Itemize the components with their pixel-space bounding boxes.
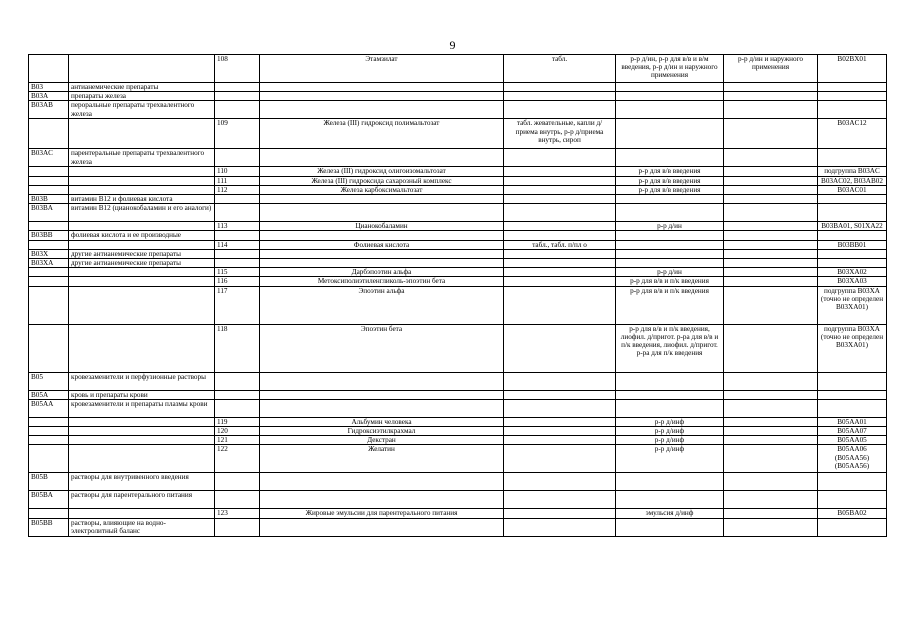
row-number	[215, 83, 260, 92]
drug-name	[260, 372, 504, 390]
group-row	[29, 372, 887, 390]
atc-code	[818, 92, 887, 101]
row-number	[215, 390, 260, 399]
atc-group-name	[69, 176, 215, 185]
atc-group-name	[69, 240, 215, 249]
atc-group-name: фолиевая кислота и ее производные	[69, 231, 215, 240]
dosage-form-oral	[504, 222, 616, 231]
atc-group-code: B03BA	[29, 204, 69, 222]
dosage-form-injection	[616, 249, 724, 258]
drug-name	[260, 83, 504, 92]
dosage-form-oral	[504, 204, 616, 222]
dosage-form-injection	[616, 195, 724, 204]
drug-row	[29, 176, 887, 185]
atc-code	[818, 491, 887, 509]
drug-name	[260, 518, 504, 536]
dosage-form-external	[724, 149, 818, 167]
dosage-form-external	[724, 240, 818, 249]
dosage-form-oral	[504, 399, 616, 417]
dosage-form-injection	[616, 399, 724, 417]
drug-row	[29, 55, 887, 83]
dosage-form-oral	[504, 83, 616, 92]
row-number: 117	[215, 286, 260, 324]
atc-code	[818, 249, 887, 258]
atc-group-name: витамин B12 и фолиевая кислота	[69, 195, 215, 204]
row-number: 122	[215, 445, 260, 473]
atc-group-name: растворы, влияющие на водно-электролитный баланс	[69, 518, 215, 536]
drug-row	[29, 509, 887, 518]
atc-group-code	[29, 277, 69, 286]
dosage-form-injection: эмульсия д/инф	[616, 509, 724, 518]
page-number: 9	[449, 38, 456, 52]
atc-group-name	[69, 324, 215, 372]
dosage-form-external	[724, 436, 818, 445]
row-number	[215, 195, 260, 204]
dosage-form-external	[724, 92, 818, 101]
dosage-form-external	[724, 231, 818, 240]
dosage-form-oral	[504, 249, 616, 258]
atc-code: B03XA02	[818, 268, 887, 277]
dosage-form-oral	[504, 372, 616, 390]
group-row	[29, 149, 887, 167]
dosage-form-injection	[616, 119, 724, 149]
row-number: 112	[215, 185, 260, 194]
dosage-form-external	[724, 491, 818, 509]
drug-name: Эпоэтин бета	[260, 324, 504, 372]
dosage-form-injection	[616, 149, 724, 167]
dosage-form-external	[724, 167, 818, 176]
row-number: 120	[215, 427, 260, 436]
dosage-form-injection: р-р для в/в введения	[616, 167, 724, 176]
group-row	[29, 259, 887, 268]
atc-group-code	[29, 240, 69, 249]
atc-code: B03XA03	[818, 277, 887, 286]
dosage-form-oral	[504, 231, 616, 240]
atc-code	[818, 101, 887, 119]
drug-row	[29, 222, 887, 231]
atc-code	[818, 259, 887, 268]
drug-name: Альбумин человека	[260, 417, 504, 426]
dosage-form-injection	[616, 101, 724, 119]
row-number: 118	[215, 324, 260, 372]
drug-name: Декстран	[260, 436, 504, 445]
drug-name	[260, 149, 504, 167]
row-number	[215, 491, 260, 509]
atc-code: подгруппа B03AC	[818, 167, 887, 176]
dosage-form-oral	[504, 324, 616, 372]
drug-row	[29, 240, 887, 249]
dosage-form-injection: р-р д/инф	[616, 445, 724, 473]
atc-group-code: B03X	[29, 249, 69, 258]
drug-row	[29, 427, 887, 436]
row-number	[215, 149, 260, 167]
dosage-form-external	[724, 222, 818, 231]
drug-name: Железа (III) гидроксид олигоизомальтозат	[260, 167, 504, 176]
atc-group-name: растворы для парентерального питания	[69, 491, 215, 509]
dosage-form-external	[724, 204, 818, 222]
dosage-form-injection: р-р д/инф	[616, 427, 724, 436]
dosage-form-injection: р-р д/инф	[616, 436, 724, 445]
drug-name: Этамзилат	[260, 55, 504, 83]
atc-code: B02BX01	[818, 55, 887, 83]
dosage-form-injection	[616, 518, 724, 536]
drug-row	[29, 445, 887, 473]
atc-group-name: витамин B12 (цианокобаламин и его аналоги)	[69, 204, 215, 222]
dosage-form-oral	[504, 268, 616, 277]
dosage-form-external	[724, 185, 818, 194]
dosage-form-oral	[504, 101, 616, 119]
row-number: 115	[215, 268, 260, 277]
atc-code	[818, 231, 887, 240]
dosage-form-oral	[504, 195, 616, 204]
dosage-form-external: р-р д/ин и наружного применения	[724, 55, 818, 83]
atc-group-name	[69, 286, 215, 324]
atc-group-code: B05BB	[29, 518, 69, 536]
atc-code: B03AC02, B03AB02	[818, 176, 887, 185]
atc-group-name	[69, 55, 215, 83]
drug-name	[260, 473, 504, 491]
dosage-form-oral	[504, 427, 616, 436]
dosage-form-oral	[504, 176, 616, 185]
row-number	[215, 473, 260, 491]
dosage-form-oral	[504, 286, 616, 324]
dosage-form-external	[724, 518, 818, 536]
atc-code: B05AA07	[818, 427, 887, 436]
dosage-form-external	[724, 324, 818, 372]
row-number: 113	[215, 222, 260, 231]
drug-name: Цианокобаламин	[260, 222, 504, 231]
group-row	[29, 101, 887, 119]
row-number: 108	[215, 55, 260, 83]
atc-code: B05AA06 (B05AA56) (B05AA56)	[818, 445, 887, 473]
dosage-form-oral	[504, 167, 616, 176]
dosage-form-injection: р-р для в/в и п/к введения	[616, 286, 724, 324]
dosage-form-injection: р-р для в/в и п/к введения	[616, 277, 724, 286]
dosage-form-injection: р-р д/инф	[616, 417, 724, 426]
atc-code	[818, 195, 887, 204]
dosage-form-injection	[616, 92, 724, 101]
drug-name: Фолиевая кислота	[260, 240, 504, 249]
atc-group-name: другие антианемические препараты	[69, 249, 215, 258]
group-row	[29, 92, 887, 101]
atc-group-code	[29, 427, 69, 436]
drug-row	[29, 417, 887, 426]
drug-row	[29, 185, 887, 194]
drug-row	[29, 324, 887, 372]
row-number: 114	[215, 240, 260, 249]
atc-code	[818, 390, 887, 399]
group-row	[29, 473, 887, 491]
group-row	[29, 204, 887, 222]
atc-code: B05AA05	[818, 436, 887, 445]
drug-name	[260, 399, 504, 417]
atc-group-code	[29, 119, 69, 149]
dosage-form-injection: р-р д/ин, р-р для в/в и в/м введения, р-р д/ин и наружного применения	[616, 55, 724, 83]
drug-name: Гидроксиэтилкрахмал	[260, 427, 504, 436]
dosage-form-oral	[504, 445, 616, 473]
drug-name: Метоксиполиэтиленгликоль-эпоэтин бета	[260, 277, 504, 286]
dosage-form-oral: табл.	[504, 55, 616, 83]
group-row	[29, 390, 887, 399]
atc-group-code	[29, 324, 69, 372]
drug-row	[29, 167, 887, 176]
atc-group-name: антианемические препараты	[69, 83, 215, 92]
drug-name	[260, 491, 504, 509]
row-number: 111	[215, 176, 260, 185]
row-number	[215, 231, 260, 240]
atc-group-code	[29, 509, 69, 518]
atc-group-name: другие антианемические препараты	[69, 259, 215, 268]
group-row	[29, 518, 887, 536]
dosage-form-external	[724, 390, 818, 399]
atc-group-code	[29, 445, 69, 473]
dosage-form-external	[724, 83, 818, 92]
row-number: 110	[215, 167, 260, 176]
row-number	[215, 399, 260, 417]
atc-group-code	[29, 176, 69, 185]
atc-group-code	[29, 268, 69, 277]
table-body	[29, 55, 887, 537]
group-row	[29, 249, 887, 258]
dosage-form-oral	[504, 92, 616, 101]
atc-code	[818, 473, 887, 491]
atc-group-code: B03BB	[29, 231, 69, 240]
drug-row	[29, 436, 887, 445]
dosage-form-external	[724, 509, 818, 518]
atc-code	[818, 518, 887, 536]
atc-code	[818, 83, 887, 92]
atc-group-name: пероральные препараты трехвалентного железа	[69, 101, 215, 119]
atc-code	[818, 399, 887, 417]
drug-name: Железа (III) гидроксида сахарозный комплекс	[260, 176, 504, 185]
atc-group-name: кровь и препараты крови	[69, 390, 215, 399]
atc-group-name	[69, 222, 215, 231]
dosage-form-oral	[504, 473, 616, 491]
dosage-form-injection: р-р д/ин	[616, 268, 724, 277]
atc-group-name: растворы для внутривенного введения	[69, 473, 215, 491]
atc-group-code: B05AA	[29, 399, 69, 417]
atc-group-name	[69, 277, 215, 286]
dosage-form-external	[724, 427, 818, 436]
dosage-form-oral	[504, 436, 616, 445]
dosage-form-external	[724, 417, 818, 426]
atc-group-code	[29, 185, 69, 194]
atc-group-code: B03AB	[29, 101, 69, 119]
dosage-form-external	[724, 277, 818, 286]
drug-name: Дарбэпоэтин альфа	[260, 268, 504, 277]
atc-group-name	[69, 436, 215, 445]
dosage-form-external	[724, 119, 818, 149]
dosage-form-external	[724, 249, 818, 258]
dosage-form-external	[724, 101, 818, 119]
dosage-form-injection	[616, 491, 724, 509]
atc-code	[818, 372, 887, 390]
dosage-form-injection	[616, 259, 724, 268]
atc-group-code: B03B	[29, 195, 69, 204]
dosage-form-oral	[504, 277, 616, 286]
dosage-form-oral	[504, 509, 616, 518]
row-number: 121	[215, 436, 260, 445]
atc-code: подгруппа B03XA (точно не определен B03XA01)	[818, 286, 887, 324]
dosage-form-injection	[616, 83, 724, 92]
dosage-form-injection: р-р для в/в введения	[616, 185, 724, 194]
atc-group-code: B05BA	[29, 491, 69, 509]
atc-group-code	[29, 222, 69, 231]
dosage-form-oral	[504, 518, 616, 536]
group-row	[29, 195, 887, 204]
dosage-form-oral: табл. жевательные, капли д/приема внутрь, р-р д/приема внутрь, сироп	[504, 119, 616, 149]
drug-name	[260, 92, 504, 101]
dosage-form-external	[724, 268, 818, 277]
dosage-form-oral	[504, 185, 616, 194]
atc-code: B03BB01	[818, 240, 887, 249]
drug-name: Железа (III) гидроксид полимальтозат	[260, 119, 504, 149]
drug-row	[29, 286, 887, 324]
dosage-form-injection	[616, 390, 724, 399]
row-number: 116	[215, 277, 260, 286]
atc-group-code: B05B	[29, 473, 69, 491]
dosage-form-injection	[616, 240, 724, 249]
atc-group-name	[69, 427, 215, 436]
row-number	[215, 372, 260, 390]
drug-name	[260, 390, 504, 399]
group-row	[29, 399, 887, 417]
group-row	[29, 83, 887, 92]
drug-name	[260, 101, 504, 119]
atc-group-name: кровезаменители и перфузионные растворы	[69, 372, 215, 390]
dosage-form-external	[724, 445, 818, 473]
dosage-form-external	[724, 259, 818, 268]
dosage-form-external	[724, 176, 818, 185]
drug-name: Желатин	[260, 445, 504, 473]
row-number	[215, 92, 260, 101]
dosage-form-injection: р-р для в/в и п/к введения, лиофил. д/пригот. р-ра для в/в и п/к введения, лиофил. д/пригот. р-ра для п/к введения	[616, 324, 724, 372]
dosage-form-external	[724, 399, 818, 417]
dosage-form-external	[724, 473, 818, 491]
dosage-form-injection	[616, 231, 724, 240]
row-number	[215, 249, 260, 258]
dosage-form-external	[724, 372, 818, 390]
atc-code: B05BA02	[818, 509, 887, 518]
dosage-form-oral	[504, 491, 616, 509]
atc-code: B03AC01	[818, 185, 887, 194]
atc-group-name: кровезаменители и препараты плазмы крови	[69, 399, 215, 417]
drug-row	[29, 268, 887, 277]
dosage-form-injection: р-р для в/в введения	[616, 176, 724, 185]
row-number	[215, 101, 260, 119]
drug-name	[260, 231, 504, 240]
row-number	[215, 259, 260, 268]
atc-group-code	[29, 286, 69, 324]
atc-group-name	[69, 509, 215, 518]
atc-group-code	[29, 167, 69, 176]
atc-group-name: парентеральные препараты трехвалентного железа	[69, 149, 215, 167]
dosage-form-oral	[504, 149, 616, 167]
drug-row	[29, 277, 887, 286]
drug-name: Эпоэтин альфа	[260, 286, 504, 324]
atc-group-code: B03XA	[29, 259, 69, 268]
drug-name	[260, 259, 504, 268]
atc-code: подгруппа B03XA (точно не определен B03XA01)	[818, 324, 887, 372]
atc-group-name	[69, 119, 215, 149]
dosage-form-oral	[504, 417, 616, 426]
atc-code	[818, 149, 887, 167]
dosage-form-injection: р-р д/ин	[616, 222, 724, 231]
drug-name: Железа карбоксимальтозат	[260, 185, 504, 194]
atc-group-code: B03	[29, 83, 69, 92]
atc-group-name	[69, 268, 215, 277]
atc-code: B03BA01, S01XA22	[818, 222, 887, 231]
dosage-form-oral	[504, 259, 616, 268]
atc-group-code: B03A	[29, 92, 69, 101]
drug-name	[260, 249, 504, 258]
dosage-form-oral	[504, 390, 616, 399]
row-number	[215, 204, 260, 222]
dosage-form-external	[724, 195, 818, 204]
atc-group-code: B05	[29, 372, 69, 390]
row-number: 123	[215, 509, 260, 518]
group-row	[29, 231, 887, 240]
atc-group-name	[69, 185, 215, 194]
dosage-form-injection	[616, 372, 724, 390]
drug-name	[260, 195, 504, 204]
drug-name	[260, 204, 504, 222]
atc-group-name	[69, 167, 215, 176]
atc-group-name: препараты железа	[69, 92, 215, 101]
dosage-form-injection	[616, 204, 724, 222]
dosage-form-injection	[616, 473, 724, 491]
atc-code: B05AA01	[818, 417, 887, 426]
atc-group-name	[69, 417, 215, 426]
atc-group-name	[69, 445, 215, 473]
group-row	[29, 491, 887, 509]
drug-row	[29, 119, 887, 149]
atc-code: B03AC12	[818, 119, 887, 149]
row-number	[215, 518, 260, 536]
atc-group-code	[29, 417, 69, 426]
dosage-form-external	[724, 286, 818, 324]
atc-group-code	[29, 436, 69, 445]
atc-group-code: B05A	[29, 390, 69, 399]
drug-name: Жировые эмульсии для парентерального питания	[260, 509, 504, 518]
medicine-list-table	[28, 54, 887, 537]
atc-code	[818, 204, 887, 222]
atc-group-code	[29, 55, 69, 83]
row-number: 109	[215, 119, 260, 149]
atc-group-code: B03AC	[29, 149, 69, 167]
row-number: 119	[215, 417, 260, 426]
dosage-form-oral: табл., табл. п/пл о	[504, 240, 616, 249]
